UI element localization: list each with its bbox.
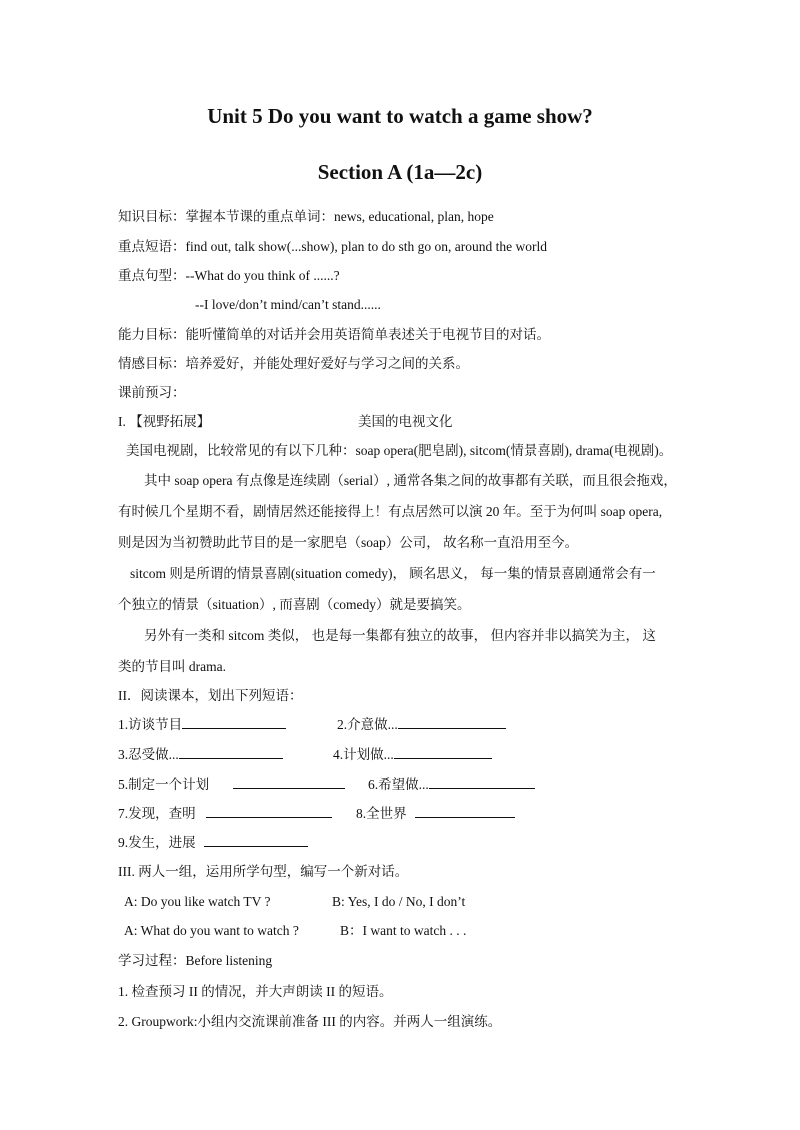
answer-blank[interactable]	[204, 834, 308, 847]
para2-line2: 有时候几个星期不看，剧情居然还能接得上！有点居然可以演 20 年。至于为何叫 soap opera,	[118, 504, 663, 519]
answer-blank[interactable]	[179, 746, 283, 759]
ability-objective: 能力目标：能听懂简单的对话并会用英语简单表述关于电视节目的对话。	[118, 327, 550, 342]
para3-line1: sitcom 则是所谓的情景喜剧(situation comedy)， 顾名思义， 每一集的情景喜剧通常会有一	[130, 566, 656, 581]
part2-heading: II．阅读课本，划出下列短语：	[118, 688, 303, 703]
phrase-item: 6.希望做...	[368, 776, 535, 794]
para3-line2: 个独立的情景（situation）, 而喜剧（comedy）就是要搞笑。	[118, 597, 471, 612]
dialogue-b2: B：I want to watch . . .	[340, 923, 467, 938]
phrase-item: 5.制定一个计划	[118, 776, 345, 794]
phrase-item: 7.发现，查明	[118, 805, 332, 823]
key-phrases: 重点短语：find out, talk show(...show), plan to do sth go on, around the world	[118, 239, 547, 254]
answer-blank[interactable]	[233, 776, 345, 789]
phrase-item: 1.访谈节目	[118, 716, 286, 734]
para4-line2: 类的节目叫 drama.	[118, 659, 226, 674]
section-title: Section A (1a—2c)	[317, 160, 483, 184]
answer-blank[interactable]	[394, 746, 492, 759]
part1-subtitle: 美国的电视文化	[358, 414, 453, 429]
process-step2: 2. Groupwork:小组内交流课前准备 III 的内容。并两人一组演练。	[118, 1014, 502, 1029]
phrase-item: 8.全世界	[356, 805, 515, 823]
para1: 美国电视剧，比较常见的有以下几种：soap opera(肥皂剧), sitcom(情景喜剧), drama(电视剧)。	[126, 443, 673, 458]
answer-blank[interactable]	[182, 716, 286, 729]
emotion-objective: 情感目标：培养爱好，并能处理好爱好与学习之间的关系。	[118, 356, 469, 371]
process-heading: 学习过程：Before listening	[118, 953, 273, 968]
key-sentence: 重点句型：--What do you think of ......?	[118, 268, 340, 283]
part3-heading: III. 两人一组，运用所学句型，编写一个新对话。	[118, 864, 409, 879]
process-step1: 1. 检查预习 II 的情况，并大声朗读 II 的短语。	[118, 984, 393, 999]
answer-blank[interactable]	[398, 716, 506, 729]
para2-line1: 其中 soap opera 有点像是连续剧（serial）, 通常各集之间的故事都有关联，而且很会拖戏，	[144, 473, 677, 488]
phrase-item: 9.发生，进展	[118, 834, 308, 852]
para4-line1: 另外有一类和 sitcom 类似， 也是每一集都有独立的故事， 但内容并非以搞笑为主， 这	[144, 628, 656, 643]
dialogue-a2: A: What do you want to watch ?	[124, 923, 299, 938]
answer-blank[interactable]	[206, 805, 332, 818]
knowledge-objective: 知识目标：掌握本节课的重点单词：news, educational, plan, hope	[118, 209, 494, 224]
dialogue-b1: B: Yes, I do / No, I don’t	[332, 894, 466, 909]
preview-heading: 课前预习：	[118, 385, 186, 400]
phrase-item: 3.忍受做...	[118, 746, 283, 764]
answer-blank[interactable]	[429, 776, 535, 789]
unit-title: Unit 5 Do you want to watch a game show?	[207, 104, 593, 128]
para2-line3: 则是因为当初赞助此节目的是一家肥皂（soap）公司， 故名称一直沿用至今。	[118, 535, 579, 550]
key-sentence-2: --I love/don’t mind/can’t stand......	[195, 297, 381, 312]
phrase-item: 2.介意做...	[337, 716, 506, 734]
part1-heading: I. 【视野拓展】	[118, 414, 211, 429]
answer-blank[interactable]	[415, 805, 515, 818]
dialogue-a1: A: Do you like watch TV ?	[124, 894, 271, 909]
phrase-item: 4.计划做...	[333, 746, 492, 764]
